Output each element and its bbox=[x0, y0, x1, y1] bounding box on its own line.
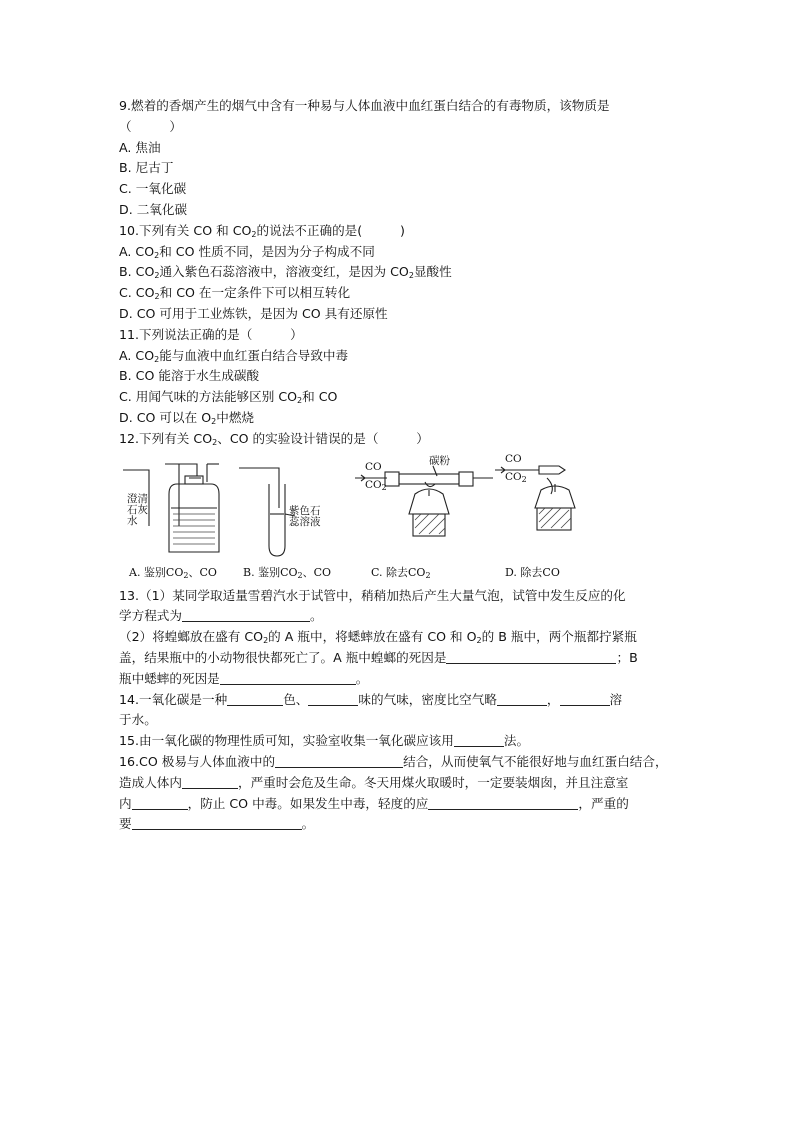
q16-line-4: 要 。 bbox=[119, 816, 315, 832]
q11-stem: 11.下列说法正确的是（ ） bbox=[119, 326, 303, 342]
q16-blank-binding[interactable] bbox=[275, 754, 403, 768]
q16-blank-effect[interactable] bbox=[182, 775, 238, 789]
q12-figure bbox=[119, 454, 679, 586]
q14-blank-density[interactable] bbox=[497, 692, 547, 706]
apparatus-d-base-hatch bbox=[539, 508, 571, 528]
q12-stem: 12.下列有关 $CO_2$、CO 的实验设计错误的是（ ） bbox=[119, 430, 429, 447]
q13-blank-b-cause[interactable] bbox=[220, 671, 356, 685]
q16-blank-severe[interactable] bbox=[132, 816, 302, 830]
q16-line-2: 造成人体内 ，严重时会危及生命。冬天用煤火取暖时，一定要装烟囱，并且注意室 bbox=[119, 774, 629, 790]
q9-option-a: A. 焦油 bbox=[119, 139, 161, 155]
q9-paren: （ ） bbox=[119, 118, 182, 134]
q10-option-b: B. $CO_2$通入紫色石蕊溶液中，溶液变红，是因为 $CO_2$显酸性 bbox=[119, 264, 452, 281]
q15-blank-method[interactable] bbox=[454, 733, 504, 747]
caption-d: D. 除去CO bbox=[505, 565, 560, 579]
q13-blank-equation[interactable] bbox=[182, 608, 310, 622]
caption-b: B. 鉴别$CO_2$、CO bbox=[243, 565, 332, 580]
q14-blank-smell[interactable] bbox=[308, 692, 358, 706]
apparatus-c-heated-tube bbox=[365, 466, 493, 536]
apparatus-b-test-tube bbox=[239, 468, 295, 556]
q13-line-4: 盖，结果瓶中的小动物很快都死亡了。A 瓶中蝗螂的死因是 ；B bbox=[119, 649, 638, 665]
q11-option-a: A. $CO_2$能与血液中血红蛋白结合导致中毒 bbox=[119, 347, 349, 364]
q11-option-d: D. CO 可以在 $O_2$中燃烧 bbox=[119, 409, 254, 426]
q14-blank-solubility[interactable] bbox=[560, 692, 610, 706]
q14-line-1: 14.一氧化碳是一种 色、 味的气味，密度比空气略 ， 溶 bbox=[119, 691, 623, 707]
q10-option-d: D. CO 可用于工业炼铁，是因为 CO 具有还原性 bbox=[119, 305, 388, 321]
label-limewater: 澄清 石灰 水 bbox=[127, 492, 148, 527]
q10-option-c: C. $CO_2$和 CO 在一定条件下可以相互转化 bbox=[119, 285, 351, 302]
label-c-co: CO bbox=[365, 460, 382, 473]
label-d-co2: $CO_2$ bbox=[505, 470, 527, 484]
label-c-co2: $CO_2$ bbox=[365, 478, 387, 492]
q10-option-a: A. $CO_2$和 CO 性质不同，是因为分子构成不同 bbox=[119, 243, 375, 260]
worksheet bbox=[119, 96, 679, 835]
q16-line-3: 内 ，防止 CO 中毒。如果发生中毒，轻度的应 ，严重的 bbox=[119, 795, 629, 811]
label-carbon-powder: 碳粉 bbox=[429, 454, 450, 467]
q13-blank-a-cause[interactable] bbox=[446, 650, 616, 664]
apparatus-c-base-hatch bbox=[415, 514, 445, 534]
q9-option-c: C. 一氧化碳 bbox=[119, 181, 187, 197]
q16-blank-mild[interactable] bbox=[428, 796, 578, 810]
q11-option-b: B. CO 能溶于水生成碳酸 bbox=[119, 368, 260, 384]
q16-blank-ventilation[interactable] bbox=[132, 796, 188, 810]
q10-stem: 10.下列有关 CO 和 $CO_2$的说法不正确的是( ) bbox=[119, 222, 405, 239]
q13-line-2: 学方程式为 。 bbox=[119, 608, 323, 624]
caption-c: C. 除去$CO_2$ bbox=[371, 565, 431, 580]
q9-option-b: B. 尼古丁 bbox=[119, 160, 174, 176]
q9-stem: 9.燃着的香烟产生的烟气中含有一种易与人体血液中血红蛋白结合的有毒物质，该物质是 bbox=[119, 98, 610, 113]
q11-option-c: C. 用闻气味的方法能够区别 $CO_2$和 CO bbox=[119, 389, 338, 406]
label-litmus: 紫色石 蕊溶液 bbox=[289, 504, 321, 528]
q9-option-d: D. 二氧化碳 bbox=[119, 201, 188, 217]
q14-line-2: 于水。 bbox=[119, 712, 157, 728]
caption-a: A. 鉴别$CO_2$、CO bbox=[129, 565, 217, 580]
q15-line: 15.由一氧化碳的物理性质可知，实验室收集一氧化碳应该用 法。 bbox=[119, 733, 530, 749]
q13-line-5: 瓶中蟋蟀的死因是 。 bbox=[119, 670, 369, 686]
label-d-co: CO bbox=[505, 452, 522, 465]
q13-line-1: 13.（1）某同学取适量雪碧汽水于试管中，稍稍加热后产生大量气泡，试管中发生反应的化 bbox=[119, 587, 626, 603]
q16-line-1: 16.CO 极易与人体血液中的 结合，从而使氧气不能很好地与血红蛋白结合， bbox=[119, 753, 668, 769]
q14-blank-color[interactable] bbox=[227, 692, 283, 706]
q13-line-3: （2）将蝗螂放在盛有 $CO_2$的 A 瓶中，将蟋蟀放在盛有 CO 和 $O_2$的 B 瓶中，两个瓶都拧紧瓶 bbox=[119, 629, 637, 646]
